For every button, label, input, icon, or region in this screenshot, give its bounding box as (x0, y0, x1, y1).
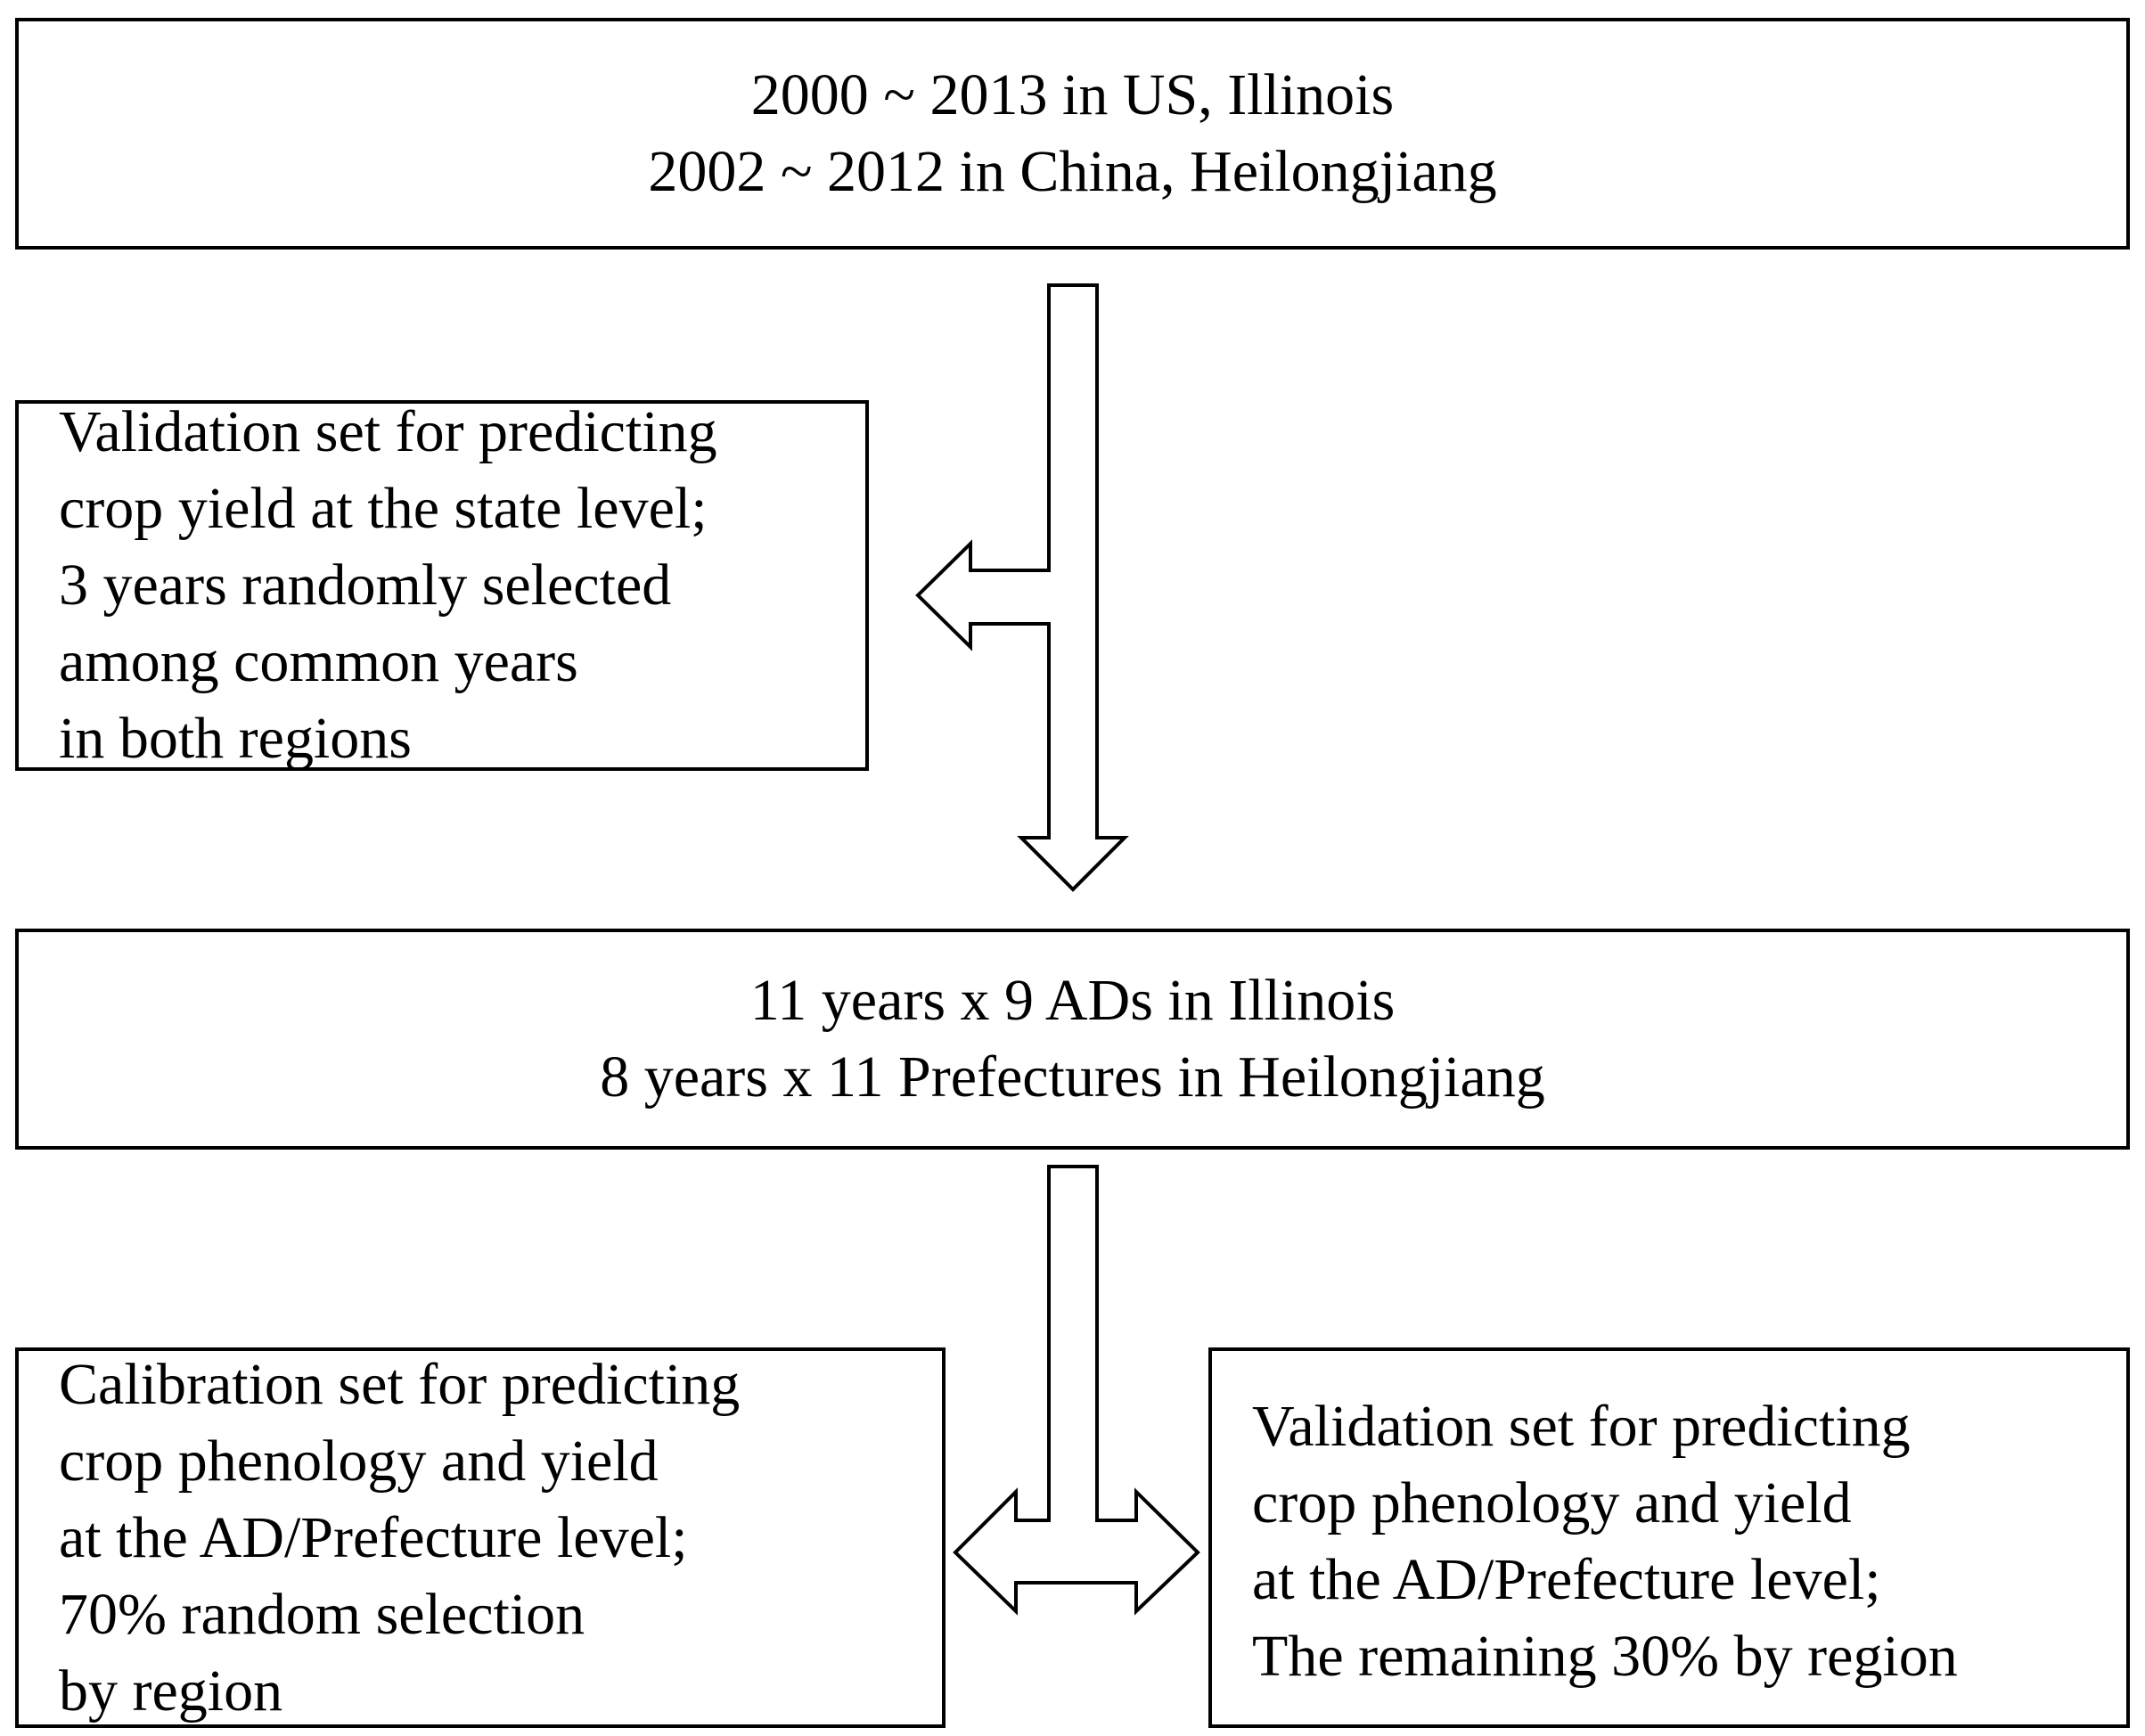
state-validation-line-3: 3 years randomly selected (59, 553, 672, 618)
split-left-right-arrow (955, 1167, 1198, 1611)
dataset-line-1: 11 years x 9 ADs in Illinois (749, 968, 1396, 1033)
source-line-2: 2002 ~ 2012 in China, Heilongjiang (648, 139, 1497, 204)
state-validation-line-5: in both regions (59, 706, 412, 771)
ad-validation-line-2: crop phenology and yield (1252, 1470, 1852, 1535)
ad-validation-line-4: The remaining 30% by region (1252, 1623, 1958, 1689)
down-arrow-with-left-branch (918, 285, 1125, 889)
calibration-line-4: 70% random selection (59, 1581, 585, 1647)
calibration-line-3: at the AD/Prefecture level; (59, 1504, 688, 1570)
state-validation-line-4: among common years (59, 629, 578, 694)
calibration-line-5: by region (59, 1658, 283, 1724)
state-validation-line-1: Validation set for predicting (59, 399, 717, 464)
calibration-line-1: Calibration set for predicting (59, 1351, 741, 1417)
ad-validation-line-1: Validation set for predicting (1252, 1393, 1911, 1459)
calibration-line-2: crop phenology and yield (59, 1428, 659, 1494)
ad-validation-line-3: at the AD/Prefecture level; (1252, 1546, 1881, 1612)
state-validation-line-2: crop yield at the state level; (59, 476, 708, 541)
dataset-line-2: 8 years x 11 Prefectures in Heilongjiang (600, 1044, 1545, 1110)
source-line-1: 2000 ~ 2013 in US, Illinois (750, 62, 1395, 127)
